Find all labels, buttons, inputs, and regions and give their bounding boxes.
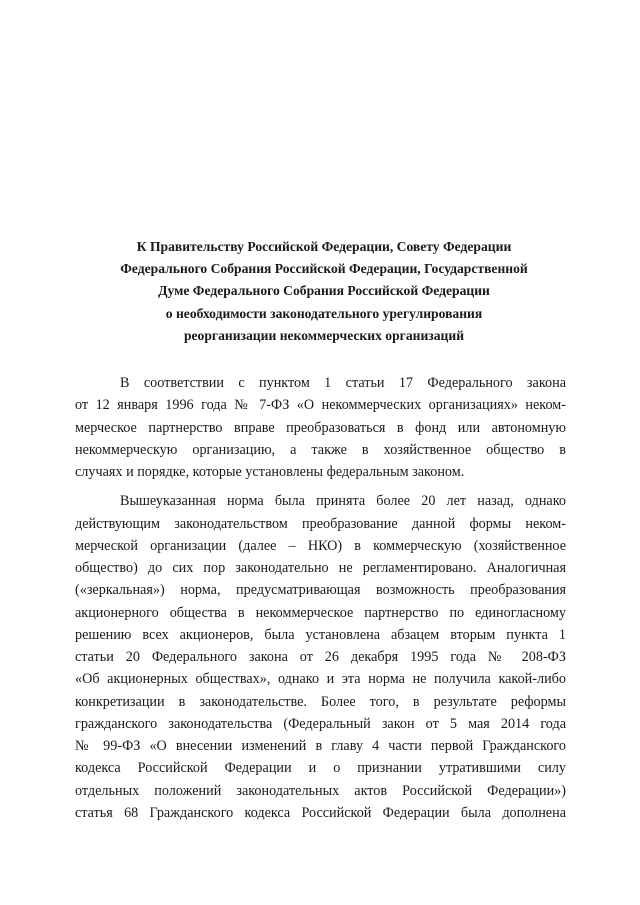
text-line: («зеркальная») норма, предусматривающая возможность преобразования [75, 582, 566, 599]
heading-line: Думе Федерального Собрания Российской Федерации [158, 283, 490, 299]
text-line: № 99-ФЗ «О внесении изменений в главу 4 части первой Гражданского [75, 738, 566, 754]
text-line: решению всех акционеров, была установлена абзацем вторым пункта 1 [75, 626, 566, 643]
paragraph-1 [75, 372, 566, 483]
text-line: некоммерческую организацию, а также в хозяйственное общество в [75, 441, 566, 458]
text-line: общество) до сих пор законодательно не регламентировано. Аналогичная [75, 560, 566, 576]
text-line: Вышеуказанная норма была принята более 20 лет назад, однако [120, 493, 566, 510]
heading-line: о необходимости законодательного урегулирования [165, 305, 483, 321]
heading-line: К Правительству Российской Федерации, Совету Федерации [136, 239, 512, 254]
text-line: гражданского законодательства (Федеральный закон от 5 мая 2014 года [75, 715, 566, 732]
text-line: действующим законодательством преобразование данной формы неком- [75, 515, 566, 532]
text-line: мерческой организации (далее – НКО) в коммерческую (хозяйственное [75, 537, 566, 554]
document-heading [60, 236, 588, 347]
heading-line: реорганизации некоммерческих организаций [183, 327, 465, 343]
text-line: случаях и порядке, которые установлены федеральным законом. [75, 464, 465, 480]
text-line: статья 68 Гражданского кодекса Российской Федерации была дополнена [75, 804, 566, 821]
heading-line: Федерального Собрания Российской Федерации, Государственной [120, 261, 528, 277]
text-line: мерческое партнерство вправе преобразоваться в фонд или автономную [75, 419, 566, 436]
text-line: от 12 января 1996 года № 7-ФЗ «О некоммерческих организациях» неком- [75, 397, 566, 414]
text-line: отдельных положений законодательных актов Российской Федерации») [75, 782, 566, 799]
text-line: кодекса Российской Федерации и о признании утратившими силу [75, 760, 566, 777]
paragraph-2 [75, 490, 566, 824]
document-body [75, 372, 566, 824]
text-line: конкретизации в законодательстве. Более того, в результате реформы [75, 693, 566, 710]
text-line: акционерного общества в некоммерческое партнерство по единогласному [75, 604, 566, 621]
text-line: «Об акционерных обществах», однако и эта норма не получила какой-либо [75, 671, 566, 688]
text-line: В соответствии с пунктом 1 статьи 17 Федерального закона [120, 375, 566, 391]
text-line: статьи 20 Федерального закона от 26 декабря 1995 года № 208-ФЗ [75, 649, 566, 665]
